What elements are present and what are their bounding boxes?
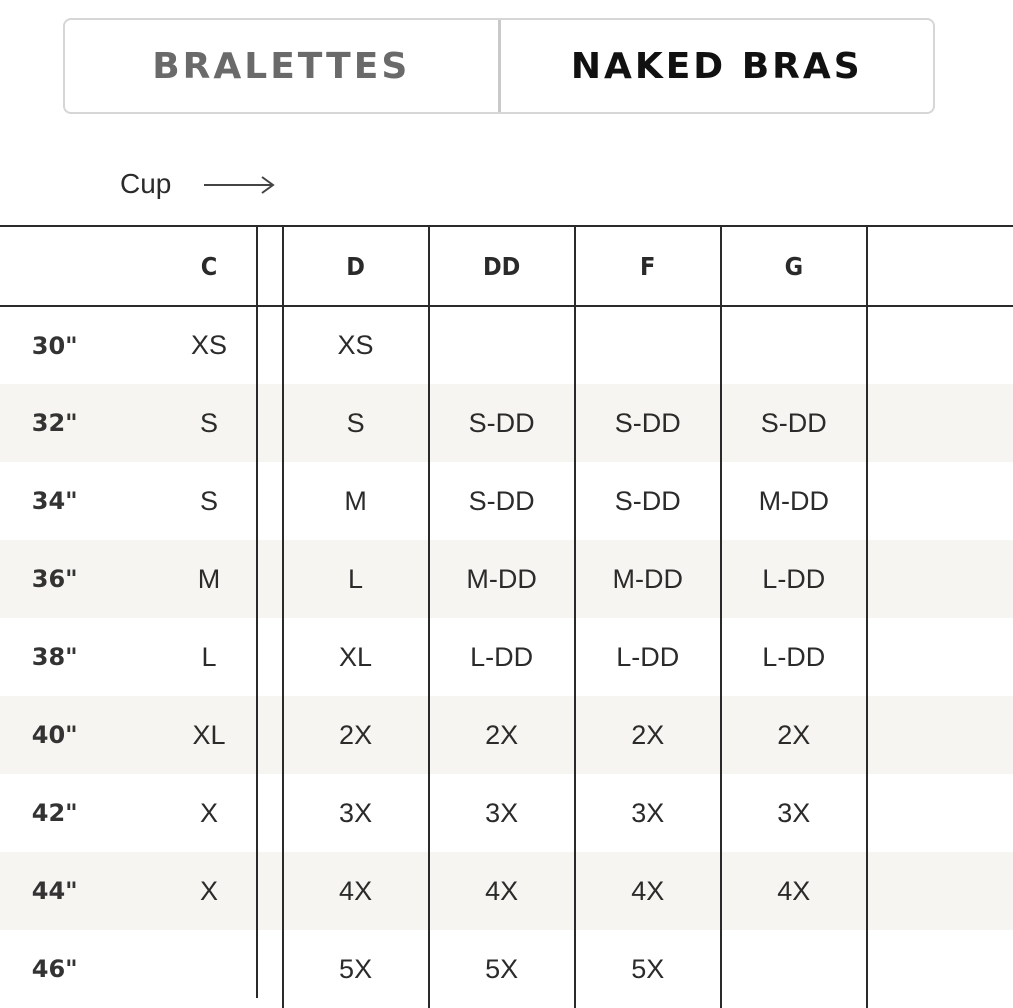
table-row [0,774,1013,852]
table-row [0,852,1013,930]
size-cell [429,306,575,384]
size-cell: S-DD [429,462,575,540]
size-cell [136,930,282,1008]
size-cell [867,930,1013,1008]
table-header-row [0,226,1013,306]
table-row [0,462,1013,540]
size-cell: 4X [721,852,867,930]
size-cell: M-DD [429,540,575,618]
size-cell [867,696,1013,774]
size-cell: XS [283,306,429,384]
table-row [0,930,1013,1008]
size-cell: 5X [575,930,721,1008]
size-cell [867,540,1013,618]
size-cell: 2X [575,696,721,774]
header-cup-f: F [575,226,721,306]
size-cell: X [136,774,282,852]
band-size-cell: 36" [0,540,136,618]
table-row [0,306,1013,384]
size-cell [867,774,1013,852]
size-cell [575,306,721,384]
cup-axis-label: Cup [120,168,172,199]
table-row [0,618,1013,696]
size-cell: L [283,540,429,618]
size-cell: S-DD [429,384,575,462]
band-column-divider [256,225,258,998]
size-cell: M-DD [721,462,867,540]
size-cell: 5X [429,930,575,1008]
size-cell: 4X [575,852,721,930]
size-cell [721,930,867,1008]
size-cell: 3X [429,774,575,852]
band-size-cell: 38" [0,618,136,696]
size-cell [867,462,1013,540]
size-cell: S-DD [575,462,721,540]
size-cell: L [136,618,282,696]
header-cup-c: C [136,226,282,306]
size-cell: S [283,384,429,462]
table-row [0,384,1013,462]
size-cell: L-DD [721,540,867,618]
size-cell: 3X [575,774,721,852]
size-cell: 3X [721,774,867,852]
size-cell: L-DD [721,618,867,696]
size-cell: 5X [283,930,429,1008]
tab-naked-bras[interactable]: NAKED BRAS [570,45,863,87]
size-cell: S [136,462,282,540]
header-cup-g: G [721,226,867,306]
size-cell: L-DD [429,618,575,696]
size-cell: S [136,384,282,462]
size-cell: X [136,852,282,930]
size-cell [867,852,1013,930]
size-cell: XL [136,696,282,774]
size-cell [867,618,1013,696]
band-size-cell: 32" [0,384,136,462]
band-size-cell: 34" [0,462,136,540]
band-size-cell: 30" [0,306,136,384]
band-size-cell: 40" [0,696,136,774]
size-cell: M [283,462,429,540]
right-arrow-icon [204,175,276,195]
size-cell: XL [283,618,429,696]
header-band-cell [0,226,136,306]
size-cell [721,306,867,384]
table-row [0,540,1013,618]
size-table-scroll [0,225,1013,1008]
size-cell: 2X [429,696,575,774]
header-cup-dd: DD [429,226,575,306]
size-table-viewport[interactable] [31,225,938,998]
size-chart-tabs [63,18,935,114]
size-cell: M [136,540,282,618]
size-cell: 3X [283,774,429,852]
band-size-cell: 42" [0,774,136,852]
header-cup-next [867,226,1013,306]
table-row [0,696,1013,774]
size-cell: XS [136,306,282,384]
size-cell: M-DD [575,540,721,618]
size-cell [867,384,1013,462]
tab-bralettes[interactable]: BRALETTES [152,45,411,87]
band-size-cell: 46" [0,930,136,1008]
size-cell: 4X [429,852,575,930]
size-table [0,225,1013,1008]
size-cell: S-DD [575,384,721,462]
size-cell: L-DD [575,618,721,696]
size-cell [867,306,1013,384]
header-cup-d: D [283,226,429,306]
band-size-cell: 44" [0,852,136,930]
size-cell: 2X [283,696,429,774]
size-cell: S-DD [721,384,867,462]
size-cell: 4X [283,852,429,930]
size-cell: 2X [721,696,867,774]
